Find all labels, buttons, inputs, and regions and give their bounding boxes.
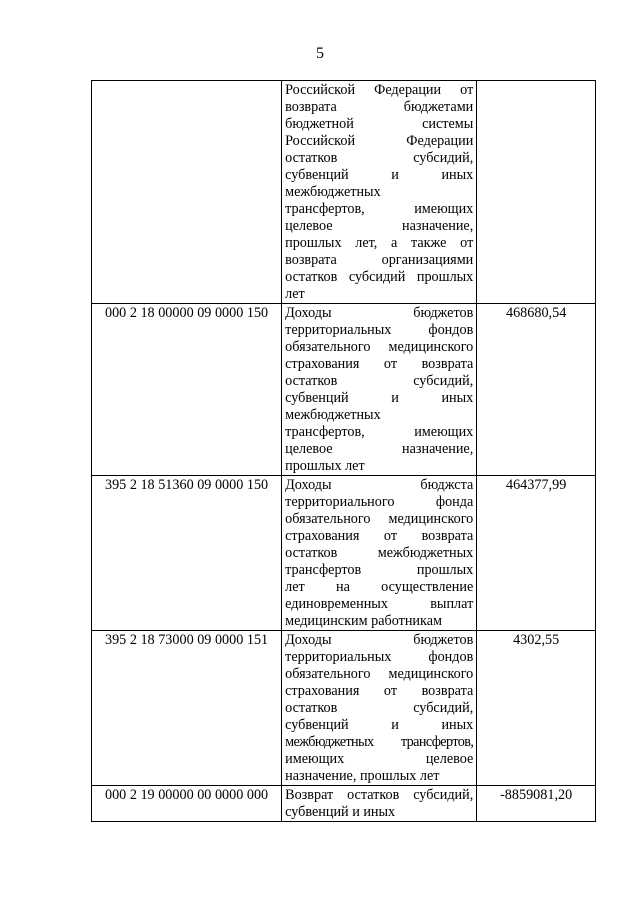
description-line: назначение, прошлых лет xyxy=(285,768,440,784)
description-line: остатков субсидий, xyxy=(285,373,474,389)
description-line: страхования от возврата xyxy=(285,683,474,699)
budget-classification-code: 395 2 18 73000 09 0000 151 xyxy=(92,631,282,786)
income-description xyxy=(282,304,477,476)
description-line: обязательного медицинского xyxy=(285,339,474,355)
description-line: остатков субсидий прошлых xyxy=(285,269,474,285)
description-line: возврата бюджетами xyxy=(285,99,474,115)
description-line: Доходы бюджста xyxy=(285,477,474,493)
description-line: лет xyxy=(285,286,305,302)
description-line: страхования от возврата xyxy=(285,356,474,372)
description-line: трансфертов, имеющих xyxy=(285,424,474,440)
description-line: остатков субсидий, xyxy=(285,150,474,166)
income-description xyxy=(282,631,477,786)
description-line: субвенций и иных xyxy=(285,167,474,183)
description-line: целевое назначение, xyxy=(285,218,474,234)
budget-classification-code xyxy=(92,81,282,304)
table-row xyxy=(92,304,596,476)
description-line: обязательного медицинского xyxy=(285,666,474,682)
description-line: медицинским работникам xyxy=(285,613,442,629)
table-row xyxy=(92,81,596,304)
budget-classification-code: 000 2 19 00000 00 0000 000 xyxy=(92,786,282,822)
description-line: территориального фонда xyxy=(285,494,474,510)
income-description xyxy=(282,81,477,304)
description-line: обязательного медицинского xyxy=(285,511,474,527)
description-line: Российской Федерации xyxy=(285,133,474,149)
amount-value: -8859081,20 xyxy=(477,786,596,822)
amount-value xyxy=(477,81,596,304)
description-line: остатков субсидий, xyxy=(285,700,474,716)
description-line: возврата организациями xyxy=(285,252,474,268)
description-line: прошлых лет xyxy=(285,458,365,474)
description-line: субвенций и иных xyxy=(285,804,396,820)
description-line: бюджетной системы xyxy=(285,116,474,132)
description-line: трансфертов, имеющих xyxy=(285,201,474,217)
description-line: территориальных фондов xyxy=(285,649,474,665)
budget-classification-code: 000 2 18 00000 09 0000 150 xyxy=(92,304,282,476)
description-line: межбюджетных трансфертов, xyxy=(285,734,474,750)
description-line: лет на осуществление xyxy=(285,579,474,595)
amount-value: 468680,54 xyxy=(477,304,596,476)
description-line: территориальных фондов xyxy=(285,322,474,338)
table-row xyxy=(92,476,596,631)
description-line: Возврат остатков субсидий, xyxy=(285,787,474,803)
description-line: трансфертов прошлых xyxy=(285,562,474,578)
description-line: страхования от возврата xyxy=(285,528,474,544)
description-line: межбюджетных xyxy=(285,407,381,423)
budget-table xyxy=(91,80,596,822)
income-description xyxy=(282,786,477,822)
income-description xyxy=(282,476,477,631)
description-line: Доходы бюджетов xyxy=(285,305,474,321)
table-row xyxy=(92,631,596,786)
description-line: субвенций и иных xyxy=(285,390,474,406)
description-line: прошлых лет, а также от xyxy=(285,235,474,251)
description-line: Российской Федерации от xyxy=(285,82,474,98)
description-line: остатков межбюджетных xyxy=(285,545,474,561)
table-row xyxy=(92,786,596,822)
description-line: целевое назначение, xyxy=(285,441,474,457)
description-line: субвенций и иных xyxy=(285,717,474,733)
description-line: единовременных выплат xyxy=(285,596,474,612)
description-line: межбюджетных xyxy=(285,184,381,200)
amount-value: 4302,55 xyxy=(477,631,596,786)
description-line: имеющих целевое xyxy=(285,751,474,767)
amount-value: 464377,99 xyxy=(477,476,596,631)
budget-table-body xyxy=(92,81,596,822)
description-line: Доходы бюджетов xyxy=(285,632,474,648)
budget-classification-code: 395 2 18 51360 09 0000 150 xyxy=(92,476,282,631)
page-number: 5 xyxy=(316,45,324,62)
